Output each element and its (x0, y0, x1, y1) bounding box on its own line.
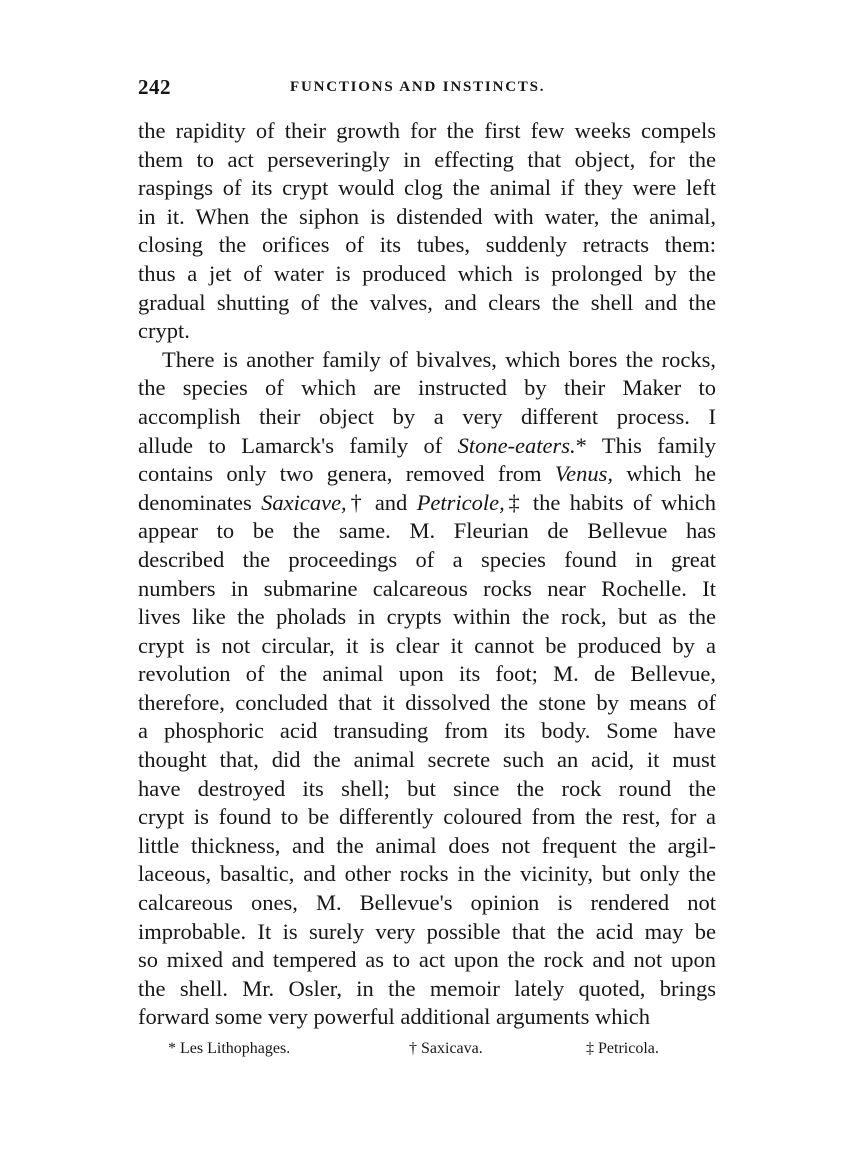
text-line: calcareous ones, M. Bellevue's opinion is rendered not (138, 890, 716, 916)
running-title: FUNCTIONS AND INSTINCTS. (290, 79, 546, 95)
footnotes (168, 1040, 688, 1062)
text-line: lives like the pholads in crypts within the rock, but as the (138, 604, 716, 630)
text-line (138, 489, 716, 518)
text-line: numbers in submarine calcareous rocks near Rochelle. It (138, 575, 716, 601)
text-line: laceous, basaltic, and other rocks in the vicinity, but only the (138, 861, 716, 887)
text-line: a phosphoric acid transuding from its body. Some have (138, 718, 716, 744)
text-line: described the proceedings of a species found in great (138, 546, 716, 572)
text-line: thus a jet of water is produced which is prolonged by the (138, 260, 716, 286)
text-run: ‡ the habits of which (504, 489, 716, 515)
text-line: the rapidity of their growth for the first few weeks compels (138, 118, 716, 143)
text-line: revolution of the animal upon its foot; M. de Bellevue, (138, 661, 716, 687)
body-text (138, 117, 716, 1032)
italic-term: Stone-eaters. (457, 432, 576, 458)
text-line: have destroyed its shell; but since the rock round the (138, 775, 716, 801)
text-line: so mixed and tempered as to act upon the rock and not upon (138, 947, 716, 973)
text-run: denominates (138, 489, 262, 515)
text-line: the species of which are instructed by their Maker to (138, 375, 716, 401)
text-line (138, 460, 716, 489)
text-run: which he (613, 461, 716, 487)
text-run: * This family (575, 432, 716, 458)
footnote-lithophages: * Les Lithophages. (168, 1040, 291, 1057)
text-line: appear to be the same. M. Fleurian de Bellevue has (138, 518, 716, 544)
footnote-saxicava: † Saxicava. (409, 1040, 483, 1057)
text-run: contains only two genera, removed from (138, 461, 555, 487)
text-line: in it. When the siphon is distended with water, the animal, (138, 203, 716, 229)
text-line: crypt. (138, 318, 190, 344)
text-line: accomplish their object by a very different process. I (138, 403, 716, 429)
text-line: gradual shutting of the valves, and clears the shell and the (138, 289, 716, 315)
italic-term: Venus, (554, 461, 614, 487)
text-line: closing the orifices of its tubes, suddenly retracts them: (138, 232, 716, 258)
text-line: thought that, did the animal secrete such an acid, it must (138, 747, 716, 773)
text-line: raspings of its crypt would clog the animal if they were left (138, 175, 716, 201)
italic-term: Petricole, (416, 489, 505, 515)
text-line: improbable. It is surely very possible that the acid may be (138, 918, 716, 944)
text-line: therefore, concluded that it dissolved the stone by means of (138, 689, 716, 715)
text-line: forward some very powerful additional arguments which (138, 1004, 650, 1030)
text-run: † and (346, 489, 417, 515)
text-line: little thickness, and the animal does not frequent the argil- (138, 832, 716, 858)
italic-term: Saxicave, (261, 489, 347, 515)
footnote-petricola: ‡ Petricola. (586, 1040, 659, 1057)
text-line: the shell. Mr. Osler, in the memoir lately quoted, brings (138, 975, 716, 1001)
text-line: crypt is found to be differently coloured from the rest, for a (138, 804, 716, 830)
text-run: allude to Lamarck's family of (138, 432, 458, 458)
text-line (138, 432, 716, 461)
text-line: them to act perseveringly in effecting that object, for the (138, 146, 716, 172)
text-line: There is another family of bivalves, which bores the rocks, (162, 346, 716, 372)
page-number: 242 (138, 75, 171, 99)
text-line: crypt is not circular, it is clear it cannot be produced by a (138, 632, 716, 658)
